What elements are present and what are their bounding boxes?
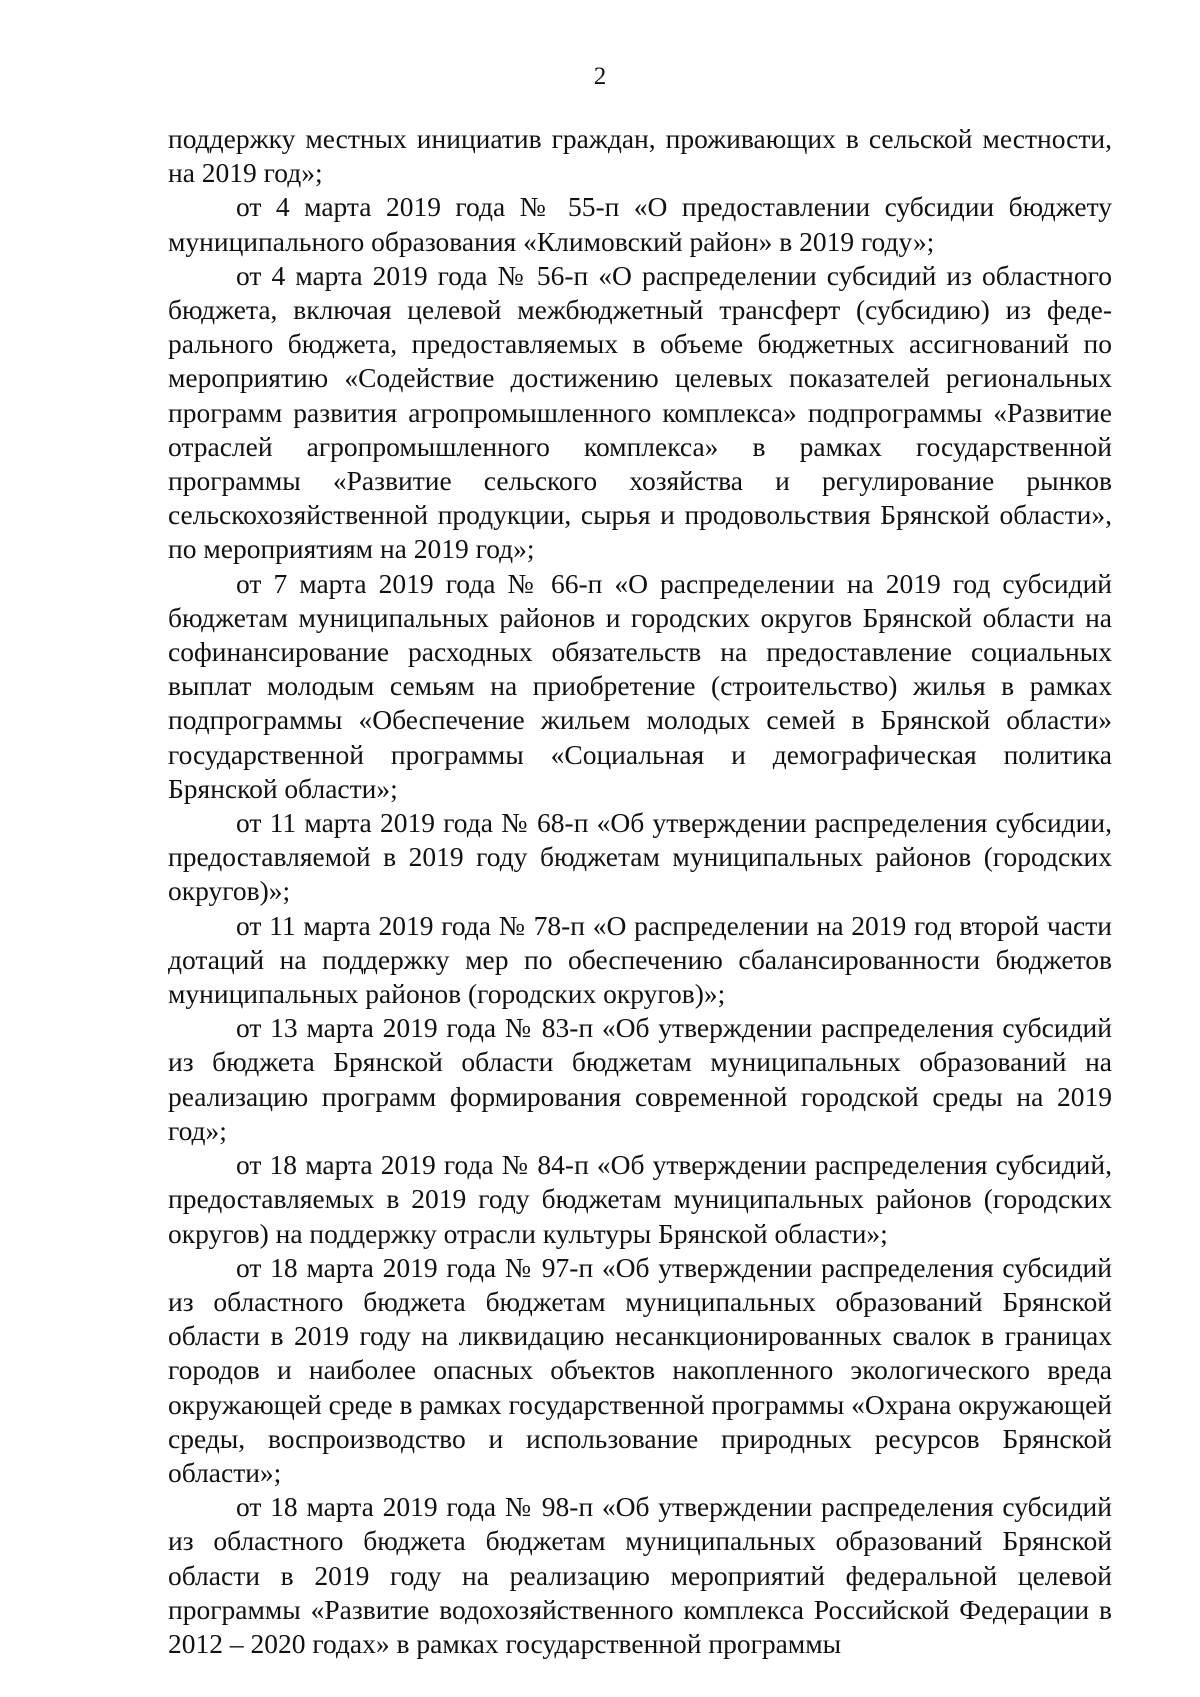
paragraph-decree-78: от 11 марта 2019 года № 78-п «О распределении на 2019 год второй части дотаций на поддержку мер по обеспечению сбалансированности бюджетов муниципальных районов (городских округов)»; bbox=[168, 909, 1112, 1010]
paragraph-decree-98: от 18 марта 2019 года № 98-п «Об утверждении распределения субсидий из областного бюджета бюджетам муниципальных образований Брянской области в 2019 году на реализацию мероприятий федеральной целевой программы «Развитие водохозяйственного комплекса Российской Федерации в 2012 – 2020 годах» в рамках государственной программы bbox=[168, 1491, 1112, 1659]
paragraph-decree-66: от 7 марта 2019 года № 66-п «О распределении на 2019 год субсидий бюджетам муниципальных районов и городских округов Брянской области на софинансирование расходных обязательств на предоставление социальных выплат молодым семьям на приобретение (строительство) жилья в рамках подпрограммы «Обеспечение жильем молодых семей в Брянской области» государственной программы «Социальная и демографическая политика Брянской области»; bbox=[168, 567, 1112, 804]
paragraph-continuation: поддержку местных инициатив граждан, проживающих в сельской местности, на 2019 год»; bbox=[168, 123, 1112, 189]
paragraph-decree-56: от 4 марта 2019 года № 56-п «О распределении субсидий из областного бюджета, включая целевой межбюджетный трансферт (субсидию) из федерального бюджета, предоставляемых в объеме бюджетных ассигнований по мероприятию «Содействие достижению целевых показателей региональных программ развития агропромышленного комплекса» подпрограммы «Развитие отраслей агропромышленного комплекса» в рамках государственной программы «Развитие сельского хозяйства и регулирование рынков сельскохозяйственной продукции, сырья и продовольствия Брянской области», по мероприятиям на 2019 год»; bbox=[168, 259, 1112, 565]
paragraph-decree-83: от 13 марта 2019 года № 83-п «Об утверждении распределения субсидий из бюджета Брянской области бюджетам муниципальных образований на реализацию программ формирования современной городской среды на 2019 год»; bbox=[168, 1012, 1112, 1146]
document-body bbox=[168, 122, 1112, 1661]
paragraph-decree-97: от 18 марта 2019 года № 97-п «Об утверждении распределения субсидий из областного бюджета бюджетам муниципальных образований Брянской области в 2019 году на ликвидацию несанкционированных свалок в границах городов и наиболее опасных объектов накопленного экологического вреда окружающей среде в рамках государственной программы «Охрана окружающей среды, воспроизводство и использование природных ресурсов Брянской области»; bbox=[168, 1251, 1112, 1488]
paragraph-decree-68: от 11 марта 2019 года № 68-п «Об утверждении распределения субсидии, предоставляемой в 2019 году бюджетам муниципальных районов (городских округов)»; bbox=[168, 807, 1112, 907]
page-number: 2 bbox=[593, 63, 607, 90]
paragraph-decree-84: от 18 марта 2019 года № 84-п «Об утверждении распределения субсидий, предоставляемых в 2019 году бюджетам муниципальных районов (городских округов) на поддержку отрасли культуры Брянской области»; bbox=[168, 1149, 1112, 1249]
paragraph-decree-55: от 4 марта 2019 года № 55-п «О предоставлении субсидии бюджету муниципального образования «Климовский район» в 2019 году»; bbox=[168, 191, 1112, 257]
